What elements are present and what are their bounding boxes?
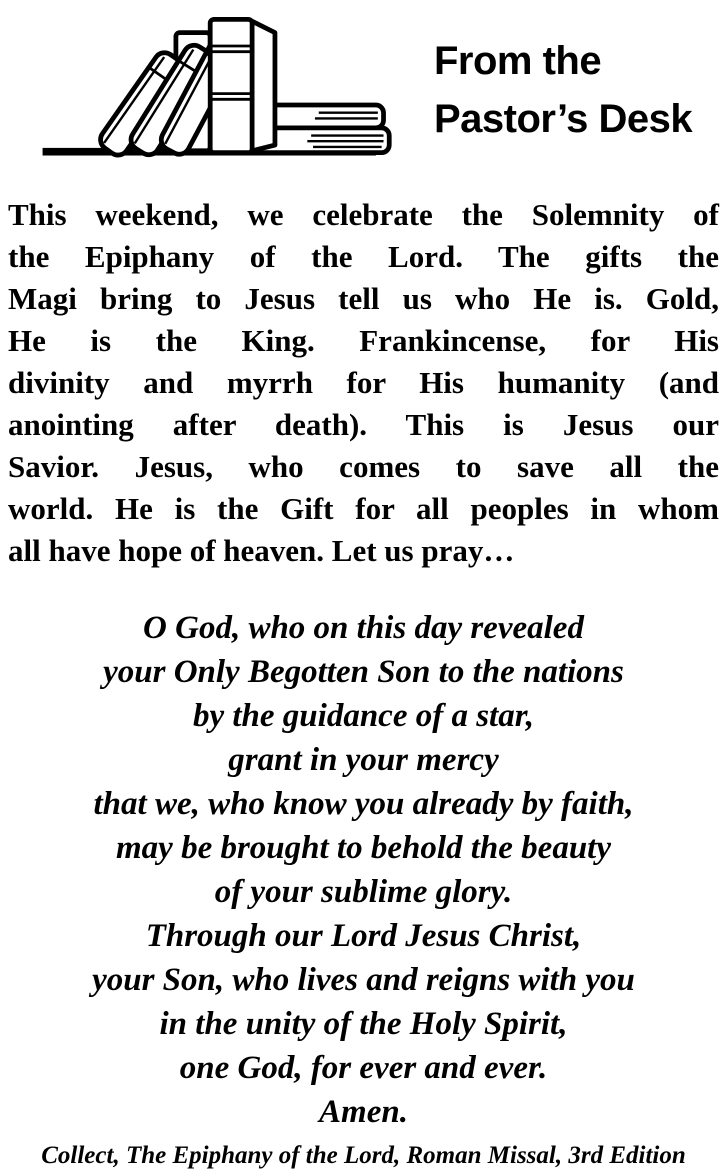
prayer-line: may be brought to behold the beauty [116,830,611,866]
prayer-line: Through our Lord Jesus Christ, [145,918,582,954]
prayer-line: grant in your mercy [228,742,499,778]
masthead [0,0,727,170]
prayer-line: by the guidance of a star, [192,698,534,734]
paragraph-line: Savior. Jesus, who comes to save all the [8,449,719,484]
paragraph-line: divinity and myrrh for His humanity (and [8,365,719,400]
paragraph-line: This weekend, we celebrate the Solemnity of [8,197,719,232]
paragraph-line: anointing after death). This is Jesus our [8,407,719,442]
page-title [434,32,692,148]
books-clipart-icon [28,6,400,166]
prayer-line: of your sublime glory. [214,874,513,910]
prayer-line: one God, for ever and ever. [179,1050,548,1086]
intro-paragraph [8,194,719,572]
prayer-amen: Amen. [319,1094,408,1130]
footer [0,1142,727,1170]
paragraph-line: all have hope of heaven. Let us pray… [8,533,515,568]
paragraph-line: the Epiphany of the Lord. The gifts the [8,239,719,274]
prayer-attribution: Collect, The Epiphany of the Lord, Roman Missal, 3rd Edition [41,1142,686,1169]
paragraph-line: He is the King. Frankincense, for His [8,323,719,358]
title-line-1: From the [434,39,602,83]
paragraph-line: Magi bring to Jesus tell us who He is. Gold, [8,281,719,316]
prayer-line: O God, who on this day revealed [143,610,584,646]
prayer-line: your Son, who lives and reigns with you [92,962,635,998]
collect-prayer [0,606,727,1134]
prayer-line: your Only Begotten Son to the nations [103,654,624,690]
title-line-2: Pastor’s Desk [434,97,693,141]
paragraph-line: world. He is the Gift for all peoples in whom [8,491,719,526]
prayer-line: that we, who know you already by faith, [93,786,634,822]
prayer-line: in the unity of the Holy Spirit, [159,1006,568,1042]
